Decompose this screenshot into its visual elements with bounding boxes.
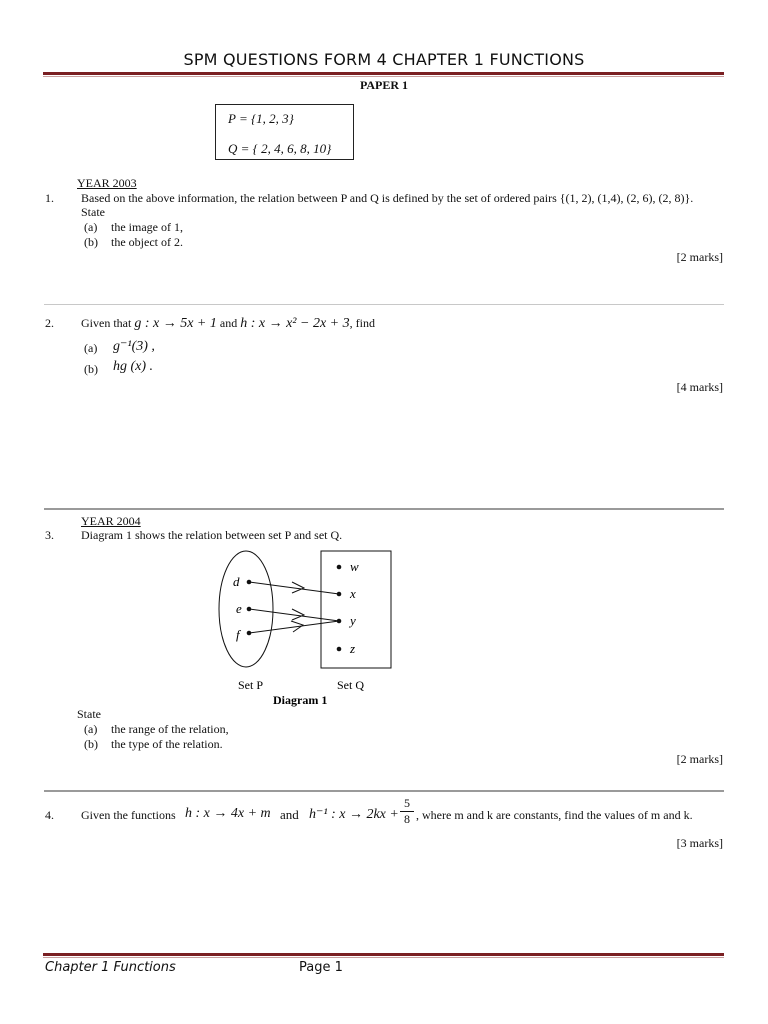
footer-rule	[43, 953, 724, 956]
set-p-ellipse	[219, 551, 273, 667]
q3-part-a-label: (a)	[84, 722, 98, 736]
q1-part-b-text: the object of 2.	[111, 235, 183, 249]
q2-part-b-label: (b)	[84, 362, 98, 376]
q1-state: State	[81, 205, 105, 219]
header-rule-thin	[43, 76, 724, 77]
q3-part-b-label: (b)	[84, 737, 98, 751]
label-y: y	[350, 613, 356, 628]
q1-part-b-label: (b)	[84, 235, 98, 249]
q2-find: , find	[349, 316, 375, 330]
label-set-q: Set Q	[337, 678, 364, 692]
label-e: e	[236, 601, 242, 616]
set-p: P = {1, 2, 3}	[228, 111, 294, 126]
separator	[44, 304, 724, 305]
q3-text: Diagram 1 shows the relation between set P and set Q.	[81, 528, 343, 542]
q3-state: State	[77, 707, 101, 721]
q4-frac-num: 5	[404, 796, 410, 810]
q3-number: 3.	[45, 528, 54, 542]
set-q: Q = { 2, 4, 6, 8, 10}	[228, 141, 332, 156]
q4-and: and	[280, 807, 299, 822]
q4-fraction	[400, 796, 414, 826]
q3-part-b-text: the type of the relation.	[111, 737, 223, 751]
q4-h-def: h : x → 4x + m	[185, 806, 271, 821]
point-z	[337, 647, 342, 652]
label-w: w	[350, 559, 359, 574]
q1-marks: [2 marks]	[676, 250, 723, 264]
q2-and: and	[219, 316, 238, 330]
q1-part-a-label: (a)	[84, 220, 98, 234]
q2-part-a-expr: g⁻¹(3) ,	[113, 339, 155, 354]
q2-h-def: h : x → x² − 2x + 3	[240, 316, 350, 331]
separator	[44, 790, 724, 792]
q1-text: Based on the above information, the relation between P and Q is defined by the set of ordered pairs {(1, 2), (1,4), (2, 6), (2, 8)}.	[81, 191, 694, 205]
sets-box	[215, 104, 354, 160]
q2-line	[81, 316, 375, 332]
q4-hinv-def: h⁻¹ : x → 2kx +	[309, 807, 399, 822]
paper-label: PAPER 1	[359, 78, 409, 92]
footer-rule-thin	[43, 957, 724, 958]
q4-frac-den: 8	[400, 811, 414, 826]
q3-part-a-text: the range of the relation,	[111, 722, 229, 736]
footer-page: Page 1	[299, 960, 343, 975]
q4-tail: , where m and k are constants, find the values of m and k.	[416, 808, 693, 822]
q3-marks: [2 marks]	[676, 752, 723, 766]
q1-number: 1.	[45, 191, 54, 205]
diagram-caption: Diagram 1	[273, 693, 328, 707]
q4-number: 4.	[45, 808, 54, 822]
label-z: z	[350, 641, 356, 656]
label-x: x	[350, 586, 356, 601]
q2-marks: [4 marks]	[676, 380, 723, 394]
q1-part-a-text: the image of 1,	[111, 220, 183, 234]
header-rule	[43, 72, 724, 75]
label-f: f	[236, 627, 240, 642]
q2-g-def: g : x → 5x + 1	[134, 316, 217, 331]
q4-intro: Given the functions	[81, 808, 176, 822]
page-title: SPM QUESTIONS FORM 4 CHAPTER 1 FUNCTIONS	[183, 50, 585, 69]
q3-year: YEAR 2004	[81, 514, 141, 528]
arrow-diagram	[200, 545, 420, 710]
separator	[44, 508, 724, 510]
q4-marks: [3 marks]	[676, 836, 723, 850]
label-set-p: Set P	[238, 678, 264, 692]
q2-number: 2.	[45, 316, 54, 330]
q2-intro: Given that	[81, 316, 132, 330]
q2-part-a-label: (a)	[84, 341, 98, 355]
label-d: d	[233, 574, 240, 589]
q2-part-b-expr: hg (x) .	[113, 359, 154, 374]
q1-year: YEAR 2003	[77, 176, 137, 190]
footer-chapter: Chapter 1 Functions	[45, 960, 176, 975]
point-w	[337, 565, 342, 570]
